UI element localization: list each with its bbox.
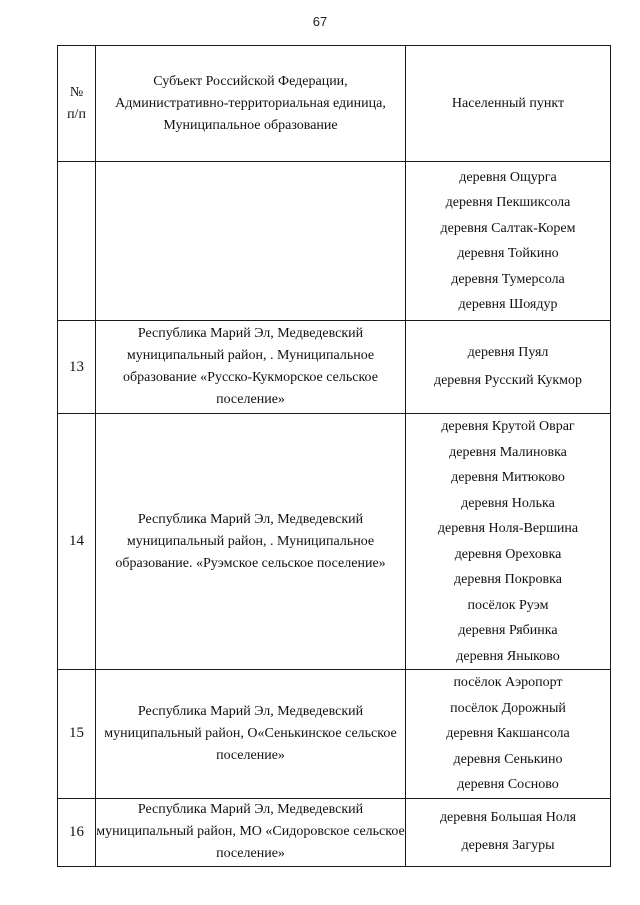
settlement-item: деревня Рябинка xyxy=(458,623,558,638)
settlement-item: деревня Крутой Овраг xyxy=(441,419,575,434)
table-row xyxy=(58,162,611,321)
row-settlements-cell xyxy=(406,321,611,414)
settlement-item: деревня Нолька xyxy=(461,495,555,511)
settlement-item: деревня Яныково xyxy=(456,648,560,664)
page-number: 67 xyxy=(312,14,328,29)
row-settlements-cell xyxy=(406,798,611,866)
row-settlements-cell xyxy=(406,670,611,799)
settlement-item: деревня Пекшиксола xyxy=(445,195,571,210)
row-number: 16 xyxy=(58,798,96,866)
settlement-list xyxy=(406,804,610,860)
row-number xyxy=(58,162,96,321)
table-row xyxy=(58,414,611,670)
row-subject xyxy=(96,162,406,321)
settlement-item: деревня Загуры xyxy=(461,838,555,853)
settlement-item: деревня Шоядур xyxy=(458,297,558,312)
settlement-item: деревня Какшансола xyxy=(446,726,570,741)
settlement-list xyxy=(406,165,610,318)
row-subject: Республика Марий Эл, Медведевский муниципальный район, МО «Сидоровское сельское поселение» xyxy=(96,798,406,866)
settlement-list xyxy=(406,670,610,798)
header-number-symbol: № xyxy=(69,84,84,100)
header-number-abbr: п/п xyxy=(67,106,86,122)
settlement-item: деревня Покровка xyxy=(454,572,562,587)
settlement-item: деревня Малиновка xyxy=(449,444,567,460)
header-number-cell xyxy=(58,46,96,162)
table-row xyxy=(58,798,611,866)
settlement-item: деревня Сосново xyxy=(457,777,559,792)
table-row xyxy=(58,321,611,414)
row-settlements-cell xyxy=(406,414,611,670)
settlement-item: деревня Ощурга xyxy=(459,169,557,185)
settlement-item: деревня Тойкино xyxy=(457,246,559,261)
header-subject-cell xyxy=(96,46,406,162)
row-number: 14 xyxy=(58,414,96,670)
settlement-item: деревня Пуял xyxy=(467,345,549,360)
row-number: 13 xyxy=(58,321,96,414)
settlement-item: деревня Русский Кукмор xyxy=(433,373,583,388)
row-settlements-cell xyxy=(406,162,611,321)
settlement-item: деревня Большая Ноля xyxy=(439,810,577,825)
settlement-item: посёлок Аэропорт xyxy=(453,675,563,690)
table-header-row xyxy=(58,46,611,162)
settlements-table xyxy=(57,45,611,867)
settlement-item: деревня Сенькино xyxy=(453,751,563,767)
settlement-item: деревня Салтак-Корем xyxy=(440,220,576,236)
table-row xyxy=(58,670,611,799)
settlement-item: деревня Ноля-Вершина xyxy=(437,521,579,536)
header-subject-line-3: Муниципальное образование xyxy=(163,117,338,133)
settlement-item: деревня Тумерсола xyxy=(451,271,565,287)
settlement-item: посёлок Дорожный xyxy=(450,700,566,716)
header-subject-line-2: Административно-территориальная единица, xyxy=(115,95,386,111)
header-subject-line-1: Субъект Российской Федерации, xyxy=(153,73,348,89)
settlement-list xyxy=(406,414,610,669)
settlement-item: посёлок Руэм xyxy=(467,597,549,613)
row-number: 15 xyxy=(58,670,96,799)
row-subject: Республика Марий Эл, Медведевский муниципальный район, О«Сенькинское сельское поселение» xyxy=(96,670,406,799)
settlement-list xyxy=(406,339,610,395)
header-settlement-cell: Населенный пункт xyxy=(406,46,611,162)
settlement-item: деревня Ореховка xyxy=(454,546,562,562)
row-subject: Республика Марий Эл, Медведевский муниципальный район, . Муниципальное образование. «Руэмское сельское поселение» xyxy=(96,414,406,670)
row-subject: Республика Марий Эл, Медведевский муниципальный район, . Муниципальное образование «Русско-Кукморское сельское поселение» xyxy=(96,321,406,414)
settlement-item: деревня Митюково xyxy=(451,470,565,485)
